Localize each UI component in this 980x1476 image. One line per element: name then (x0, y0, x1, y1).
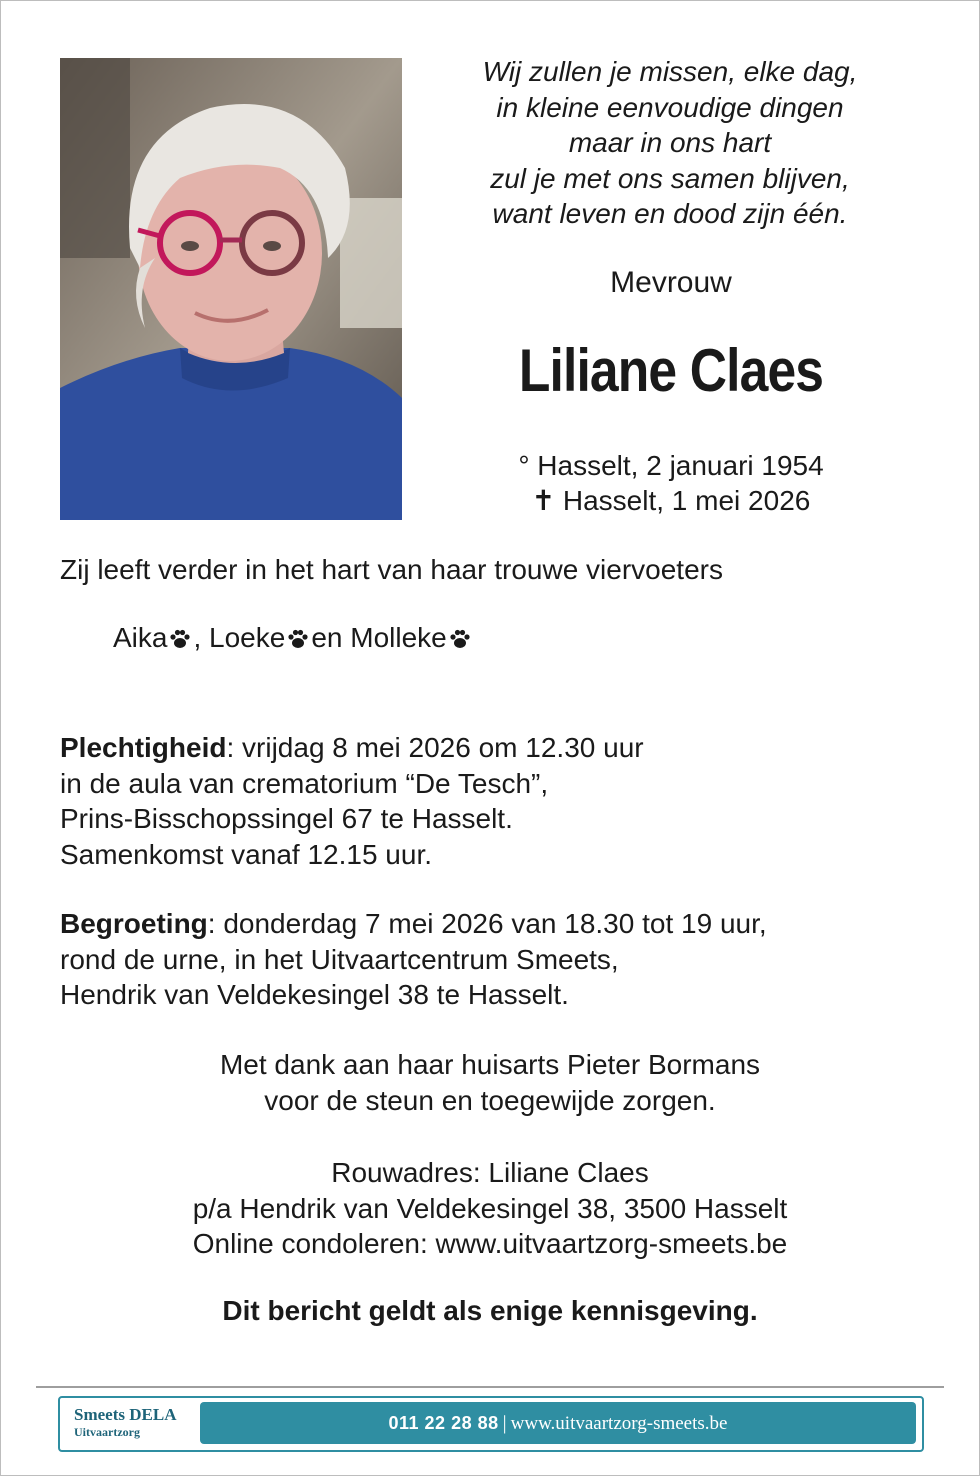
deceased-name: Liliane Claes (518, 337, 824, 404)
thanks-line: Met dank aan haar huisarts Pieter Bormans (219, 1049, 761, 1080)
notice-text: Dit bericht geldt als enige kennisgeving. (222, 1295, 758, 1326)
death-date: ✝ Hasselt, 1 mei 2026 (531, 485, 811, 516)
ceremony-line: Samenkomst vanaf 12.15 uur. (60, 838, 432, 870)
address-line: p/a Hendrik van Veldekesingel 38, 3500 Hasselt (192, 1192, 788, 1224)
pet-name: Aika (113, 622, 168, 653)
intro-text: Zij leeft verder in het hart van haar trouwe viervoeters (60, 554, 723, 585)
poem-line: zul je met ons samen blijven, (490, 162, 850, 194)
address-line: Online condoleren: www.uitvaartzorg-smeets.be (192, 1228, 788, 1259)
address-line: Rouwadres: Liliane Claes (331, 1157, 649, 1188)
greeting-line: Hendrik van Veldekesingel 38 te Hasselt. (60, 979, 569, 1010)
logo-subtext: Uitvaartzorg (74, 1425, 140, 1439)
ceremony-line: in de aula van crematorium “De Tesch”, (60, 767, 549, 799)
birth-date: ° Hasselt, 2 januari 1954 (518, 450, 824, 481)
mourning-address (40, 1155, 940, 1262)
company-logo (74, 1406, 176, 1440)
logo-text: Smeets DELA (74, 1405, 177, 1424)
contact-bar (200, 1402, 916, 1444)
footer-banner (58, 1396, 924, 1452)
greeting-info (60, 906, 767, 1013)
poem-line: in kleine eenvoudige dingen (496, 91, 844, 123)
divider (36, 1386, 944, 1388)
poem-line: want leven en dood zijn één. (492, 198, 848, 229)
paw-icon (168, 626, 192, 650)
phone-number[interactable]: 011 22 28 88 (388, 1413, 499, 1433)
portrait-photo (60, 58, 402, 520)
separator: | (502, 1412, 507, 1434)
paw-icon (286, 626, 310, 650)
pet-name: en Molleke (311, 622, 447, 653)
ceremony-label: Plechtigheid (60, 732, 227, 763)
honorific: Mevrouw (610, 266, 732, 299)
pet-name: , Loeke (193, 622, 286, 653)
poem-line: maar in ons hart (568, 127, 772, 158)
greeting-line: : donderdag 7 mei 2026 van 18.30 tot 19 uur, (207, 908, 767, 939)
life-dates (440, 448, 902, 518)
poem-line: Wij zullen je missen, elke dag, (482, 56, 858, 87)
greeting-line: rond de urne, in het Uitvaartcentrum Smeets, (60, 943, 619, 975)
website-link[interactable]: www.uitvaartzorg-smeets.be (510, 1413, 728, 1434)
ceremony-line: Prins-Bisschopssingel 67 te Hasselt. (60, 803, 513, 834)
pets-line (113, 622, 473, 654)
thanks-line: voor de steun en toegewijde zorgen. (264, 1084, 716, 1116)
thanks-text (40, 1047, 940, 1118)
greeting-label: Begroeting (60, 908, 208, 939)
paw-icon (448, 626, 472, 650)
ceremony-info (60, 730, 644, 872)
poem (440, 54, 900, 232)
ceremony-line: : vrijdag 8 mei 2026 om 12.30 uur (226, 732, 644, 763)
